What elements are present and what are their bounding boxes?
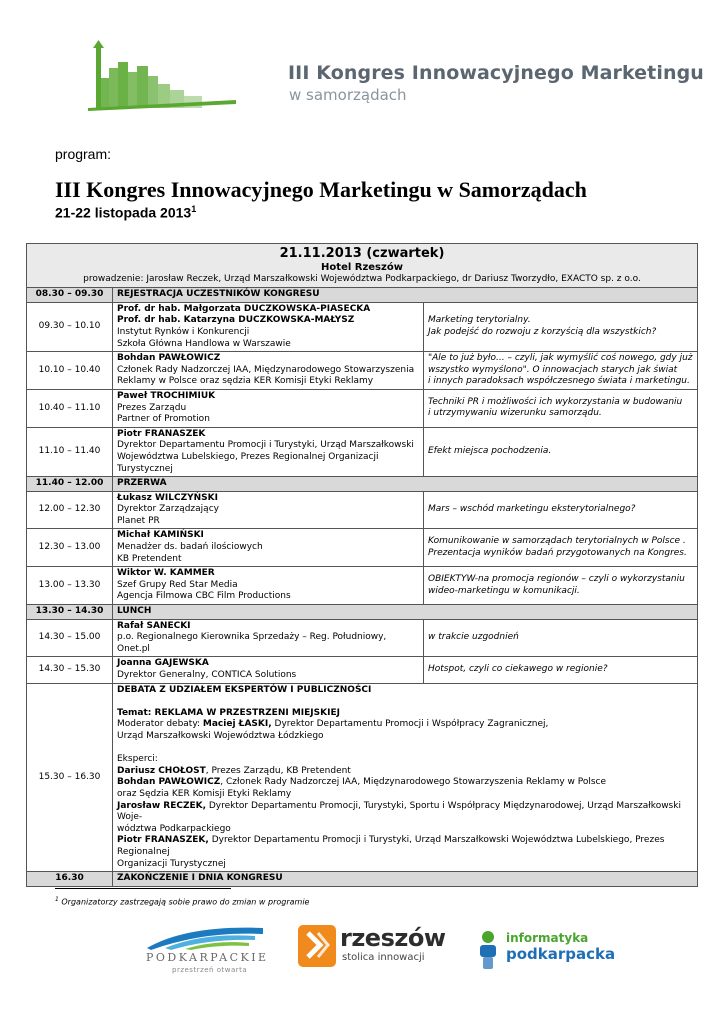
rzeszow-name: rzeszów: [340, 924, 446, 952]
speaker-cell: Joanna GAJEWSKA Dyrektor Generalny, CONTICA Solutions: [113, 657, 424, 683]
date-line: 21-22 listopada 2013$^1$: [55, 204, 197, 221]
table-row: [27, 567, 698, 605]
day-hosts: prowadzenie: Jarosław Reczek, Urząd Marszałkowski Województwa Podkarpackiego, dr Dariusz Tworzydło, EXACTO sp. z o.o.: [83, 273, 641, 284]
row-time: 08.30 – 09.30: [27, 288, 113, 303]
expert-name: Dariusz CHOŁOST: [117, 765, 206, 776]
table-row: [27, 529, 698, 567]
logo-title: III Kongres Innowacyjnego Marketingu: [288, 62, 704, 84]
experts-label: Eksperci:: [117, 754, 158, 765]
table-row: [27, 605, 698, 620]
congress-logo-graphic: [86, 40, 238, 112]
expert-name: Bohdan PAWŁOWICZ: [117, 777, 221, 788]
informatyka-line2: podkarpacka: [506, 945, 616, 963]
day-header: [27, 244, 698, 288]
table-row: [27, 389, 698, 427]
document-title: III Kongres Innowacyjnego Marketingu w Samorządach: [55, 177, 587, 202]
table-row: [27, 619, 698, 657]
footnote-ref: 1: [191, 204, 197, 214]
talk-topic: OBIEKTYW-na promocja regionów – czyli o wykorzystaniu wideo-marketingu w komunikacji.: [424, 567, 698, 605]
row-time: 11.40 – 12.00: [27, 477, 113, 492]
rzeszow-tagline: stolica innowacji: [342, 952, 425, 963]
speaker-cell: Piotr FRANASZEK Dyrektor Departamentu Promocji i Turystyki, Urząd Marszałkowski Województwa Lubelskiego, Prezes Regionalnej Organizacji Turystycznej: [113, 427, 424, 476]
moderator-name: Maciej ŁASKI,: [202, 719, 272, 730]
podkarpackie-name: PODKARPACKIE: [146, 951, 269, 964]
speaker-cell: Michał KAMIŃSKI Menadżer ds. badań ilościowych KB Pretendent: [113, 529, 424, 567]
table-row: [27, 477, 698, 492]
table-row: [27, 491, 698, 529]
talk-topic: Hotspot, czyli co ciekawego w regionie?: [424, 657, 698, 683]
speaker-cell: Bohdan PAWŁOWICZ Członek Rady Nadzorczej IAA, Międzynarodowego Stowarzyszenia Reklamy w Polsce oraz sędzia KER Komisji Etyki Reklamy: [113, 352, 424, 390]
row-time: 14.30 – 15.30: [27, 657, 113, 683]
row-time: 16.30: [27, 872, 113, 887]
row-time: 15.30 – 16.30: [27, 683, 113, 872]
row-label: PRZERWA: [113, 477, 698, 492]
day-venue: Hotel Rzeszów: [321, 262, 403, 273]
row-time: 13.00 – 13.30: [27, 567, 113, 605]
table-row: [27, 872, 698, 887]
table-row: [27, 288, 698, 303]
talk-topic: w trakcie uzgodnień: [424, 619, 698, 657]
row-time: 13.30 – 14.30: [27, 605, 113, 620]
table-row: [27, 352, 698, 390]
talk-topic: "Ale to już było... – czyli, jak wymyślić coś nowego, gdy już wszystko wymyślono". O innowacjach starych jak świat i innych paradoksach współczesnego świata i marketingu.: [424, 352, 698, 390]
row-time: 14.30 – 15.00: [27, 619, 113, 657]
footnote: $^1$ Organizatorzy zastrzegają sobie prawo do zmian w programie: [55, 896, 310, 907]
talk-topic: Mars – wschód marketingu eksterytorialnego?: [424, 491, 698, 529]
speaker-name: Prof. dr hab. Małgorzata DUCZKOWSKA-PIASECKA: [117, 303, 371, 314]
podkarpackie-logo-icon: [145, 924, 265, 950]
speaker-cell: Łukasz WILCZYŃSKI Dyrektor Zarządzający Planet PR: [113, 491, 424, 529]
row-time: 12.30 – 13.00: [27, 529, 113, 567]
talk-topic: Techniki PR i możliwości ich wykorzystania w budowaniu i utrzymywaniu wizerunku samorządu.: [424, 389, 698, 427]
row-time: 09.30 – 10.10: [27, 302, 113, 351]
row-label: LUNCH: [113, 605, 698, 620]
row-label: ZAKOŃCZENIE I DNIA KONGRESU: [113, 872, 698, 887]
speaker-name: Paweł TROCHIMIUK: [117, 390, 216, 401]
talk-topic: Marketing terytorialny. Jak podejść do rozwoju z korzyścią dla wszystkich?: [424, 302, 698, 351]
speaker-cell: Rafał SANECKI p.o. Regionalnego Kierownika Sprzedaży – Reg. Południowy, Onet.pl: [113, 619, 424, 657]
table-row: [27, 657, 698, 683]
speaker-affiliation: Szkoła Główna Handlowa w Warszawie: [117, 338, 291, 349]
row-time: 10.40 – 11.10: [27, 389, 113, 427]
row-time: 11.10 – 11.40: [27, 427, 113, 476]
rzeszow-logo-icon: [298, 925, 336, 967]
debate-cell: DEBATA Z UDZIAŁEM EKSPERTÓW I PUBLICZNOŚCI Temat: REKLAMA W PRZESTRZENI MIEJSKIEJ Moderator debaty: Maciej ŁASKI, Dyrektor Departamentu Promocji i Współpracy Zagranicznej, Urząd Marszałkowski Województwa Łódzkiego Eksperci: Dariusz CHOŁOST, Prezes Zarządu, KB Pretendent Bohdan PAWŁOWICZ, Członek Rady Nadzorczej IAA, Międzynarodowego Stowarzyszenia Reklamy w Polsce oraz Sędzia KER Komisji Etyki Reklamy Jarosław RECZEK, Dyrektor Departamentu Promocji, Turystyki, Sportu i Współpracy Międzynarodowej, Urząd Marszałkowski Woje- wództwa Podkarpackiego Piotr FRANASZEK, Dyrektor Departamentu Promocji i Turystyki, Urząd Marszałkowski Województwa Lubelskiego, Prezes Regionalnej Organizacji Turystycznej: [113, 683, 698, 872]
speaker-name: Joanna GAJEWSKA: [117, 658, 209, 669]
row-time: 12.00 – 12.30: [27, 491, 113, 529]
speaker-cell: Paweł TROCHIMIUK Prezes Zarządu Partner of Promotion: [113, 389, 424, 427]
table-row: [27, 302, 698, 351]
speaker-name: Wiktor W. KAMMER: [117, 568, 215, 579]
speaker-name: Piotr FRANASZEK: [117, 428, 206, 439]
speaker-cell: Wiktor W. KAMMER Szef Grupy Red Star Media Agencja Filmowa CBC Film Productions: [113, 567, 424, 605]
speaker-name: Bohdan PAWŁOWICZ: [117, 353, 221, 364]
talk-topic: Komunikowanie w samorządach terytorialnych w Polsce . Prezentacja wyników badań przygotowanych na Kongres.: [424, 529, 698, 567]
row-label: REJESTRACJA UCZESTNIKÓW KONGRESU: [113, 288, 698, 303]
speaker-name: Łukasz WILCZYŃSKI: [117, 492, 218, 503]
expert-name: Jarosław RECZEK,: [117, 800, 207, 811]
speaker-name: Prof. dr hab. Katarzyna DUCZKOWSKA-MAŁYSZ: [117, 315, 355, 326]
debate-heading: DEBATA Z UDZIAŁEM EKSPERTÓW I PUBLICZNOŚCI: [117, 684, 372, 695]
table-row: [27, 683, 698, 872]
expert-name: Piotr FRANASZEK,: [117, 835, 209, 846]
talk-topic: Efekt miejsca pochodzenia.: [424, 427, 698, 476]
speaker-name: Rafał SANECKI: [117, 620, 191, 631]
podkarpackie-tagline: przestrzeń otwarta: [172, 966, 248, 974]
table-row: [27, 427, 698, 476]
speaker-name: Michał KAMIŃSKI: [117, 530, 204, 541]
informatyka-logo-icon: [474, 930, 502, 972]
logo-subtitle: w samorządach: [289, 86, 407, 104]
program-label: program:: [55, 146, 112, 162]
speaker-affiliation: Instytut Rynków i Konkurencji: [117, 326, 250, 337]
speaker-cell: [113, 302, 424, 351]
day-date: 21.11.2013 (czwartek): [279, 246, 445, 261]
debate-theme: Temat: REKLAMA W PRZESTRZENI MIEJSKIEJ: [117, 707, 340, 718]
program-table: [26, 243, 698, 887]
row-time: 10.10 – 10.40: [27, 352, 113, 390]
informatyka-line1: informatyka: [506, 931, 589, 945]
footnote-divider: [55, 888, 231, 889]
